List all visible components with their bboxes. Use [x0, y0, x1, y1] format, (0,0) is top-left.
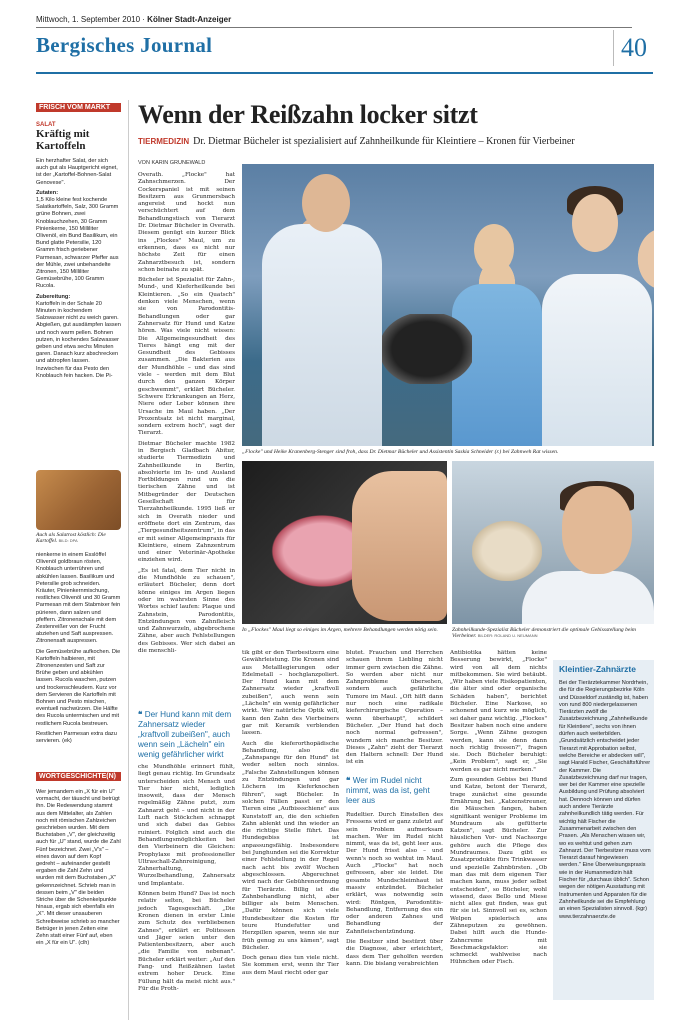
article-col-2 [242, 650, 339, 980]
potato-caption: Auch als Salatrost köstlich: Die Kartoffel. BILD: DPA [36, 532, 106, 544]
photo-figure-head [302, 174, 350, 232]
masthead-rule-blue [36, 72, 653, 74]
article-p4: „Es ist fatal, dem Tier nicht in die Mundhöhle zu schauen", erläutert Bücheler, denn dort könne einiges im Argen liegen oder im wahrsten Sinne des Wortes schief laufen: Plaque und Zahnstein, Parodontitis, Entzündungen von Zahnfleisch und Zahnwurzeln, abgebrochene Zähne, aber auch Fehlstellungen des Gebisses. Wer sich dabei an die menschli- [138, 567, 235, 654]
article-col-4 [450, 650, 547, 970]
article-subline: TIERMEDIZIN Dr. Dietmar Bücheler ist spezialisiert auf Zahnheilkunde für Kleintiere – Kronen für Vierbeiner [138, 136, 575, 147]
article-p5: che Mundhöhle erinnert fühlt, liegt genau richtig. Im Grundsatz unterscheiden sich Mensch und Tier hier nicht, lediglich insoweit, dass der Mensch regelmäßig Zähne putzt, zum Zahnarzt geht – und nicht in der Luft nach Stöckchen schnappt und sich dabei das Gebiss ruiniert. Folglich sind auch die Behandlungsmöglichkeiten bei den Vierbeinern die Gleichen: Prophylaxe mit professioneller Ultraschall-Zahnreinigung, Zahnerhaltung, Wurzelbehandlung, Zahnersatz und Implantate. [138, 764, 235, 887]
photo-figure-head [474, 224, 514, 274]
recipe-text-3: Die Gemüsebrühe aufkochen. Die Kartoffeln halbieren, mit Zitronenzesten und Saft zur Brühe geben und abkühlen lassen. Rucola waschen, putzen und trockenschleudern. Kurz vor dem Servieren die Kartoffeln mit Bohnen und Pesto mischen, eventuell nachwürzen. Die Hälfte des Rucola untermischen und mit restlichem Rucola bestreuen. [36, 648, 121, 727]
article-col-3-lower [346, 812, 443, 971]
vet-photo-caption: Zahnheilkunde-Spezialist Bücheler demonstriert die optimale Gebissstellung beim Vierbeiner. BILDER: ROLAND U. NEUMANN [452, 627, 636, 639]
article-kicker: TIERMEDIZIN [138, 137, 190, 146]
left-kicker: SALAT [36, 122, 56, 128]
article-p2: Bücheler ist Spezialist für Zahn-, Mund-, und Kieferheilkunde bei Kleintieren. „So ein Quatsch" denken viele Menschen, wenn sie von Parodontitis-Behandlungen oder gar Zahnersatz für Hund und Katze hören. Was viele nicht wissen: Die Allgemeingesundheit des Tieres hängt eng mit der Gesundheit des Gebisses zusammen. „Die Bakterien aus der Mundhöhle – und das sind viele – werden mit dem Blut durch den ganzen Körper geschwemmt", erklärt Bücheler. Schwere Erkrankungen an Herz, Niere oder Leber können ihre Ursache im Maul haben. „Der Prozentsatz ist nicht marginal, sondern extrem hoch", sagt der Tierarzt. [138, 277, 235, 437]
photo-dog [382, 314, 472, 384]
article-p1: Overath. „Flocke" hat Zahnschmerzen. Der Cockerspaniel ist mit seinen Besitzern aus Grunmersbach angereist und hockt nun verschüchtert auf dem Behandlungstisch von Tierarzt Dr. Dietmar Bücheler in Overath. Diesem genügt ein kurzer Blick ins „Flockes" Maul, um zu erkennen, dass es nicht nur höchste Zeit für einen Zahnarztbesuch ist, sondern schon beinahe zu spät. [138, 172, 235, 273]
section-tag-market: FRISCH VOM MARKT [36, 103, 121, 112]
info-box-text: Bei der Tierärztekammer Nordrhein, die für die Regierungsbezirke Köln und Düsseldorf zuständig ist, haben von rund 800 niedergelassenen Tierärzten zwölf die Zusatzbezeichnung „Zahnheilkunde für Kleintiere", sechs von ihnen dürfen auch weiterbilden. „Grundsätzlich entscheidet jeder Tierarzt mit Approbation selbst, welche Bereiche er abdecken will", sagt Harald Fischer, Geschäftsführer der Kammer. Die Zusatzbezeichnung darf nur tragen, wer bei der Kammer eine spezielle Ausbildung und Prüfung absolviert hat. Dennoch können und dürfen auch andere Tierärzte zahnheilkundlich tätig werden. Für wichtig hält Fischer die Zusammenarbeit zwischen den Praxen. „Als Menschen wissen wir, wo es wehtut und gehen zum Zahnarzt. Der Tierbesitzer muss vom Tierarzt darauf hingewiesen werden." Eine Überweisungspraxis wie in der Humanmedizin hält Fischer für „durchaus üblich". Schon wegen der nötigen Ausstattung mit Instrumenten und Apparaten für die Zahnheilkunde sei die Empfehlung an einen Spezialisten sinnvoll. (kgr) www.tierzahnaerzte.de [559, 680, 651, 920]
masthead-date: Mittwoch, 1. September 2010 · Kölner Stadt-Anzeiger [36, 15, 232, 24]
masthead-rule [36, 27, 632, 28]
page-number: 40 [613, 30, 654, 66]
main-photo [242, 164, 654, 446]
word-history [36, 772, 121, 947]
pull-quote-2: ❝ Wer im Rudel nicht nimmt, was da ist, geht leer aus [346, 776, 430, 805]
article-p9: Doch genau dies tun viele nicht. Sie kommen erst, wenn ihr Tier aus dem Maul riecht oder gar [242, 955, 339, 976]
photo-figure-head [572, 194, 618, 252]
main-photo-caption: „Flocke" und Heike Kranenberg-Stenger sind froh, dass Dr. Dietmar Bücheler und Assistentin Saskia Schneider (r.) bei Zahnweh Rat wissen. [242, 449, 559, 455]
article-byline: VON KARIN GRUNEWALD [138, 160, 206, 166]
article-p6: Können beim Hund? Das ist noch relativ selten, bei Bücheler jedoch Tagesgeschäft. „Die Kronen dienen in erster Linie zum Schutz des verbliebenen Zahnes", erklärt er. Politessen und Jäger seien unter den Patientenbesitzern, aber auch „die Familie von nebenan". Bücheler erklärt weiter: „Auf den Fang- und Reißzähnen lastet extrem hoher Druck. Eine Füllung hält da meist nicht aus." Für die Proth- [138, 891, 235, 992]
section-tag-word: WORTGESCHICHTE(N) [36, 772, 121, 781]
mouth-photo [242, 461, 447, 624]
word-history-text: Wer jemandem ein „X für ein U" vormacht, der täuscht und betrügt ihn. Die Redewendung stammt aus dem Mittelalter, als Zahlen noch mit römischen Zahlzeichen geschrieben wurden. Mit dem Buchstaben „V", der gleichzeitig auch für „U" stand, wurde die Zahl Fünf bezeichnet. Zwei „V's" – eines davon auf dem Kopf gedreht – aufeinander gestellt ergaben die Zahl Zehn und wurden mit dem Buchstaben „X" gekennzeichnet. Schrieb man in dessen beim „V" die beiden Striche über die Schenkelpunkte hinaus, ergab sich ebenfalls ein „X". Mit dieser unsauberen Schreibweise schrieb so mancher Betrüger in jenen Zeiten eine Zehn statt einer Fünf auf, eben ein „X für ein U". (clh) [36, 789, 121, 947]
vet-photo [452, 461, 654, 624]
article-p7: tik gibt er den Tierbesitzern eine Gewährleistung. Die Kronen sind aus Metalllegierungen oder Edelmetall – hochglanzpoliert. Der Hund kann mit dem Zahnersatz wieder „kraftvoll zubeißen", auch wenn sein „Lächeln" ein wenig gefährlicher wirkt. Wer natürliche Optik will, kann den Zahn des Vierbeiners gar mit Keramik verblenden lassen. [242, 650, 339, 737]
recipe-text-4: Restlichen Parmesan extra dazu servieren. (ek) [36, 730, 117, 745]
pull-quote-1: ❝ Der Hund kann mit dem Zahnersatz wieder „kraftvoll zubeißen", auch wenn sein „Lächeln" ein wenig gefährlicher wirkt [138, 710, 232, 759]
column-divider [128, 100, 129, 1020]
left-column [36, 103, 121, 383]
article-p3: Dietmar Bücheler machte 1982 in Bergisch Gladbach Abitur, studierte Tiermedizin und Zahnheilkunde in Berlin, absolvierte im In- und Ausland Fortbildungen rund um die tierischen Zähne und ist Mitbegründer der Deutschen Gesellschaft für Tierzahnheilkunde. 1995 ließ er sich in Overath nieder und eröffnete dort ein Zentrum, das „Tiergesundheitszentrum", in das er mit seiner Allgemeinpraxis für Kleintiere, einem Zahnzentrum und einer Veterinär-Apotheke einziehen wird. [138, 440, 235, 564]
section-title: Bergisches Journal [36, 33, 213, 57]
prep-label: Zubereitung: [36, 293, 71, 300]
recipe-text [36, 158, 121, 380]
article-p8: Auch die kieferorthopädische Behandlung, also die „Zahnspange für den Hund" ist weder selten noch sinnlos. „Falsche Zahnstellungen können zu Entzündungen und gar Löchern im Kieferknochen führen", sagt Bücheler. In solchen Fällen passt er den Tieren eine „Aufbissschiene" aus Kunststoff an, die den schiefen Zahn ablenkt und ihn wieder an die richtige Stelle führt. Das Hundegebiss ist anpassungsfähig. Insbesondere bei Junghunden sei die Korrektur einer Fehlstellung in der Regel nach acht bis zwölf Wochen abgeschlossen. Abgerechnet wird nach der Gebührenordnung für Tierärzte. Billig ist die Zahnbehandlung nicht, aber billiger als beim Menschen. „Dafür können sich viele Hundebesitzer die Kosten für teure Hundefutter und Herzpillen sparen, wenn sie nur früh genug zu uns kämen", sagt Bücheler. [242, 740, 339, 951]
article-p12: Die Besitzer sind bestürzt über die Diagnose, aber erleichtert, dass dem Tier geholfen werden kann. Die bislang verabreichten [346, 939, 443, 967]
prep-text: Kartoffeln in der Schale 20 Minuten in kochendem Salzwasser nicht zu weich garen. Abgießen, gut ausdämpfen lassen und noch warm pellen. Bohnen putzen, in kochendes Salzwasser geben und etwa sechs Minuten garen. Danach kurz abschrecken und abtropfen lassen. [36, 300, 121, 365]
article-col-1-end [138, 764, 235, 996]
left-title: Kräftig mit Kartoffeln [36, 128, 90, 152]
article-p11: Rudeltier. Durch Einstellen des Fressens wird er ganz zuletzt auf sein Problem aufmerksam machen. Wer im Rudel nicht nimmt, was da ist, geht leer aus. Der Hund frisst also – und wenn's noch so wehtut im Maul. Auch „Flocke" hat noch gefressen, aber sie leidet. Die gesamte Mundschleimhaut ist massiv entzündet. Bücheler erklärt, was notwendig sein wird: Röntgen, Parodontitis-Behandlung, Entfernung des ein oder anderen Zahnes und Behandlung der Zahnfleischentzündung. [346, 812, 443, 935]
photo-credit: BILDER: ROLAND U. NEUMANN [477, 633, 538, 638]
photo-figure-vet [262, 224, 382, 446]
article-p10: blutet. Frauchen und Herrchen schauen ihrem Liebling nicht immer gern zwischen die Zähne. So werden aber nicht nur Zahnprobleme übersehen, sondern auch gefährliche Tumore im Maul. „Oft hilft dann nur noch eine radikale kieferchirurgische Operation – wenn überhaupt", schildert Bücheler. „Der Hund hat doch noch normal gefressen", wundern sich manche Besitzer. Dieses „Zahn" zieht der Tierarzt den Haltern schnell: Der Hund ist ein [346, 650, 443, 766]
potato-photo [36, 470, 121, 530]
recipe-continued [36, 552, 121, 748]
prep-text-2: Inzwischen für das Pesto den Knoblauch fein hacken. Die Pi- [36, 365, 113, 379]
ingredients-label: Zutaten: [36, 189, 59, 196]
photo-teeth-model [472, 521, 542, 581]
article-p14: Zum gesunden Gebiss bei Hund und Katze, betont der Tierarzt, trage zunächst eine gesunde Ernährung bei. „Katzenstreuner, die Mäuschen fangen, haben signifikant weniger Probleme im Mundraum als gefütterte Katzen", sagt Bücheler. Zur häuslichen Vor- und Nachsorge gehöre auch die Pflege des Mundraumes. Dazu gibt es Zusatzprodukte fürs Trinkwasser und spezielle Zahnbürsten. „Ob man das mit dem eigenen Tier machen kann, muss jeder selbst entscheiden", so Bücheler, wohl wissend, dass Bello und Miese nicht alles gut finden, was gut für sie ist. Sinnvoll sei es, schon Welpen spielerisch ans Zähneputzen zu gewöhnen. Dabei hilft auch die Hunde-Zahncreme mit Beschmackgsfaktor: sie schmeckt wahlweise nach Hühnchen oder Fisch. [450, 777, 547, 966]
article-headline: Wenn der Reißzahn locker sitzt [138, 100, 478, 129]
recipe-intro: Ein herzhafter Salat, der sich auch gut als Hauptgericht eignet, ist der „Kartoffel-Bohnen-Salat Genovese". [36, 158, 118, 186]
article-p13: Antibiotika hätten keine Besserung bewirkt, „Flocke" wird von all dem nichts mitbekommen. Sie wird betäubt. „Wir haben viele Risikopatienten, die älter sind oder organische Schäden haben", berichtet Bücheler. Eine Narkose, so schonend und kurz wie möglich, sei daher ganz wichtig. „Flockes" Besitzer haben noch eine andere Sorge. „Wenn Zähne gezogen werden, kann sie denn dann noch richtig fressen?", fragen sie. Doch Bücheler beruhigt: „Kein Problem", sagt er, „Sie werden es gar nicht merken." [450, 650, 547, 773]
photo-figure-assistant [542, 274, 652, 446]
potato-credit: BILD: DPA [58, 538, 78, 543]
recipe-text-2: nienkerne in einem Esslöffel Olivenöl goldbraun rösten, Knoblauch unterrühren und abkühlen lassen. Basilikum und Petersilie grob schneiden. Kräuter, Pinienkernmischung, restliches Olivenöl und 30 Gramm Parmesan mit dem Stabmixer fein pürieren, dann salzen und pfeffern. Zitronenschale mit dem Zestenreißer von der Frucht abziehen und Saft auspressen. Zitronensaft auspressen. [36, 552, 121, 645]
info-box-title: Kleintier-Zahnärzte [559, 664, 636, 674]
photo-head [562, 486, 632, 574]
article-col-3 [346, 650, 443, 770]
photo-hand [352, 471, 447, 621]
ingredients: 1,5 Kilo kleine fest kochende Salatkartoffeln, Salz, 300 Gramm grüne Bohnen, zwei Knoblauchzehen, 30 Gramm Pinienkerne, 150 Milliliter Olivenöl, ein Bund Basilikum, ein Bund glatte Petersilie, 120 Gramm frisch geriebener Parmesan, schwarzer Pfeffer aus der Mühle, zwei unbehandelte Zitronen, 150 Milliliter Gemüsebrühe, 100 Gramm Rucola. [36, 197, 119, 290]
article-col-1 [138, 172, 235, 658]
mouth-photo-caption: In „Flockes" Maul liegt so einiges im Argen, mehrere Behandlungen werden nötig sein. [242, 627, 438, 633]
